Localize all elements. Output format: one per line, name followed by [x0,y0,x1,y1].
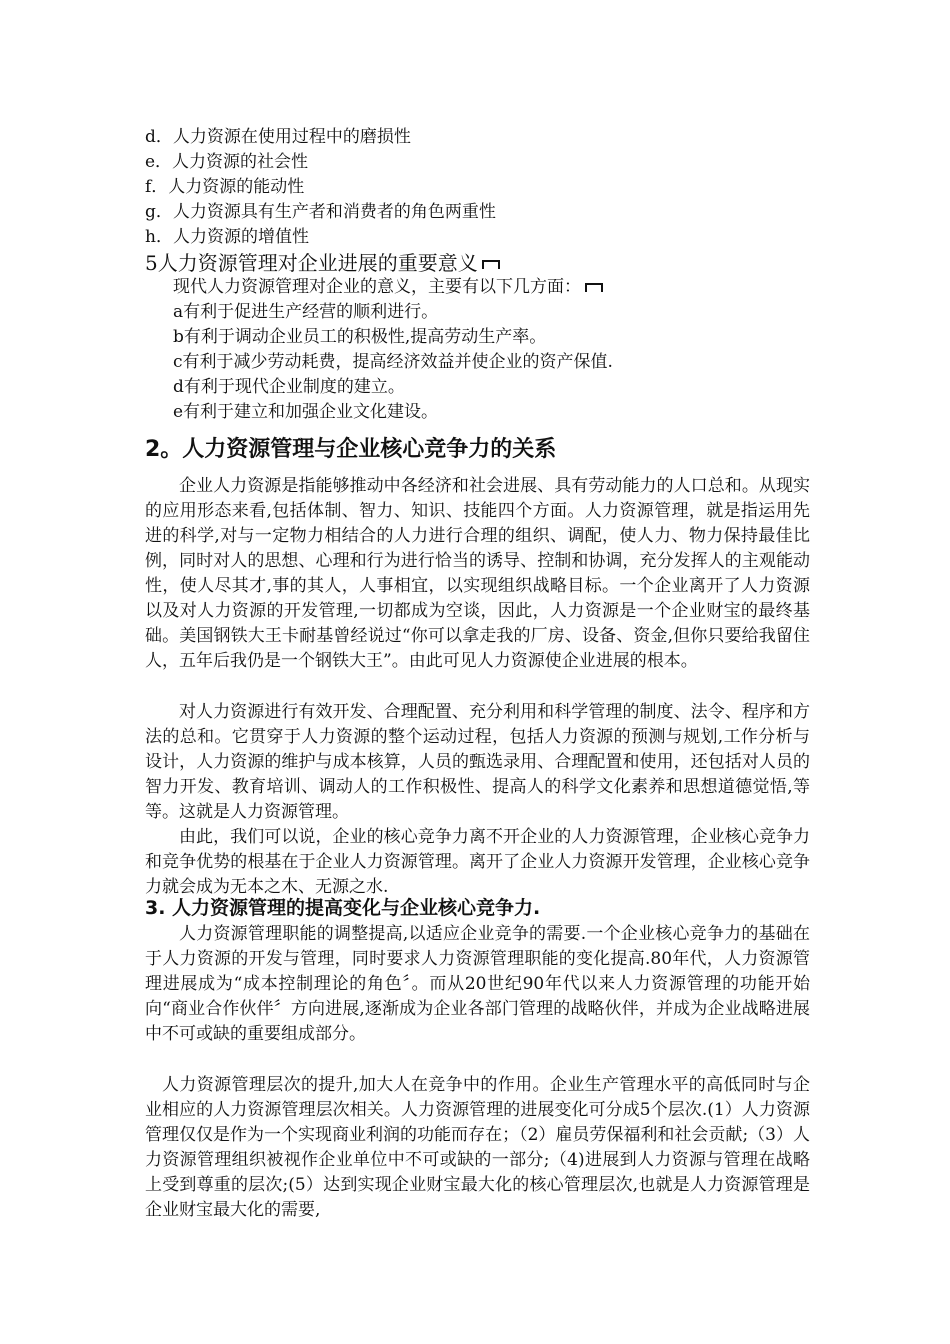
section5-point: d有利于现代企业制度的建立。 [173,377,405,397]
list-item: h．人力资源的增值性 [145,227,309,247]
section5-heading: 5人力资源管理对企业进展的重要意义 [145,251,478,275]
section2-paragraph-1: 企业人力资源是指能够推动中各经济和社会进展、具有劳动能力的人口总和。从现实的应用形态来看,包括体制、智力、知识、技能四个方面。人力资源管理，就是指运用先进的科学,对与一定物力相结合的人力进行合理的组织、调配，使人力、物力保持最佳比例，同时对人的思想、心理和行为进行恰当的诱导、控制和协调，充分发挥人的主观能动性，使人尽其才,事的其人，人事相宜，以实现组织战略目标。一个企业离开了人力资源以及对人力资源的开发管理,一切都成为空谈，因此，人力资源是一个企业财宝的最终基础。美国钢铁大王卡耐基曾经说过“你可以拿走我的厂房、设备、资金,但你只要给我留住人，五年后我仍是一个钢铁大王”。由此可见人力资源使企业进展的根本。 [145,476,810,671]
section5-point: b有利于调动企业员工的积极性,提高劳动生产率。 [173,327,547,347]
section2-paragraph-3: 由此，我们可以说，企业的核心竞争力离不开企业的人力资源管理，企业核心竞争力和竞争优势的根基在于企业人力资源管理。离开了企业人力资源开发管理，企业核心竞争力就会成为无本之木、无源之水. [145,827,810,897]
list-item: e．人力资源的社会性 [145,152,309,172]
section5-point: e有利于建立和加强企业文化建设。 [173,402,439,422]
section3-heading: 3. 人力资源管理的提高变化与企业核心竞争力. [145,897,541,919]
list-item: d．人力资源在使用过程中的磨损性 [145,127,411,147]
paragraph-mark-icon [482,260,500,269]
section5-intro-row [173,276,603,298]
section2-paragraph-2: 对人力资源进行有效开发、合理配置、充分利用和科学管理的制度、法令、程序和方法的总和。它贯穿于人力资源的整个运动过程，包括人力资源的预测与规划,工作分析与设计，人力资源的维护与成本核算，人员的甄选录用、合理配置和使用，还包括对人员的智力开发、教育培训、调动人的工作积极性、提高人的科学文化素养和思想道德觉悟,等等。这就是人力资源管理。 [145,702,810,822]
section5-heading-row [145,250,500,276]
section2-heading: 2。人力资源管理与企业核心竞争力的关系 [145,437,557,462]
section3-paragraph-2: 人力资源管理层次的提升,加大人在竞争中的作用。企业生产管理水平的高低同时与企业相应的人力资源管理层次相关。人力资源管理的进展变化可分成5个层次.(1）人力资源管理仅仅是作为一个实现商业利润的功能而存在；（2）雇员劳保福利和社会贡献;（3）人力资源管理组织被视作企业单位中不可或缺的一部分;（4)进展到人力资源与管理在战略上受到尊重的层次;(5）达到实现企业财宝最大化的核心管理层次,也就是人力资源管理是企业财宝最大化的需要, [145,1075,810,1220]
list-item: g．人力资源具有生产者和消费者的角色两重性 [145,202,496,222]
section5-point: a有利于促进生产经营的顺利进行。 [173,302,439,322]
section5-intro: 现代人力资源管理对企业的意义，主要有以下几方面： [173,277,581,297]
list-item: f．人力资源的能动性 [145,177,305,197]
paragraph-mark-icon [585,283,603,292]
section5-point: c有利于减少劳动耗费，提高经济效益并使企业的资产保值. [173,352,613,372]
section3-paragraph-1: 人力资源管理职能的调整提高,以适应企业竞争的需要.一个企业核心竞争力的基础在于人力资源的开发与管理，同时要求人力资源管理职能的变化提高.80年代，人力资源管理进展成为“成本控制理论的角色〞。而从20世纪90年代以来人力资源管理的功能开始向“商业合作伙伴〞方向进展,逐渐成为企业各部门管理的战略伙伴，并成为企业战略进展中不可或缺的重要组成部分。 [145,924,810,1044]
